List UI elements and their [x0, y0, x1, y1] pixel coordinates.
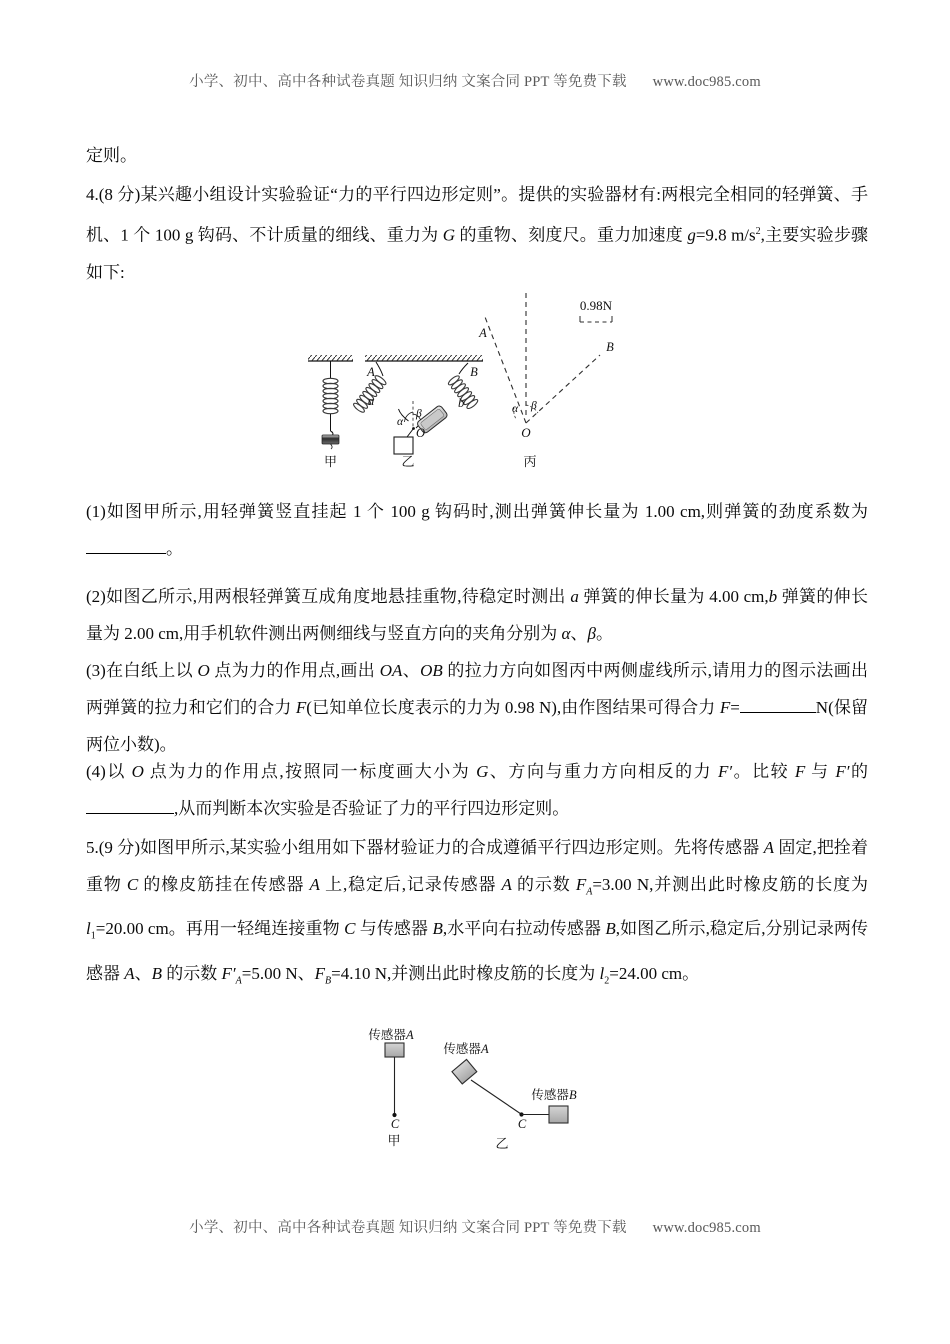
q5-symbol-C2: C	[344, 919, 356, 939]
q5-symbol-l: l	[86, 919, 91, 939]
q5-mid6: =20.00 cm。再用一轻绳连接重物	[95, 919, 345, 939]
q4-item4-symbol-O: O	[131, 762, 144, 781]
q5-mid14: =24.00 cm。	[609, 963, 700, 983]
q4-item4-symbol-G: G	[476, 762, 489, 781]
q5-paragraph	[86, 829, 868, 999]
q5-symbol-B3: B	[151, 963, 163, 983]
q5-symbol-B2: B	[605, 919, 616, 939]
q4-item4-mid2: 、方向与重力方向相反的力	[488, 762, 718, 781]
q4-item3-paragraph	[86, 652, 868, 763]
q4-item3-symbol-F: F	[295, 698, 307, 717]
question4-item-1	[86, 493, 868, 567]
q4-item3-pre: (3)在白纸上以	[86, 661, 198, 680]
q5-sub-B: B	[325, 975, 332, 987]
figure-bing-group	[478, 293, 614, 469]
question4-item-4	[86, 753, 868, 827]
q5-symbol-A1: A	[763, 838, 775, 857]
question4-stem-paragraph	[86, 176, 868, 291]
q4-item2-symbol-b: b	[768, 587, 778, 606]
figure-two-sensor-a-right-box	[452, 1059, 477, 1083]
figure-jia-caption: 甲	[323, 454, 338, 469]
figure-yi-label-beta: β	[416, 408, 422, 420]
q5-symbol-FB: F	[314, 963, 326, 983]
q5-sub-1: 1	[90, 930, 96, 942]
q4-item1-paragraph	[86, 493, 868, 567]
figure-one-svg	[280, 285, 680, 475]
q5-mid7: 与传感器	[355, 919, 433, 939]
q4-item3-mid2: 、	[402, 661, 421, 680]
q4-item4-symbol-Fprime: F′	[717, 762, 733, 781]
figure-two-sensor-b-box	[549, 1106, 568, 1123]
figure-two-jia-caption: 甲	[387, 1133, 401, 1148]
q5-sub-A: A	[586, 886, 593, 898]
figure-two-sensor-b-label: 传感器B	[531, 1088, 577, 1102]
footer-watermark-site: www.doc985.com	[652, 1220, 761, 1236]
q4-item4-pre: (4)以	[86, 762, 132, 781]
figure-yi-label-a: a	[368, 394, 375, 408]
q4-item3-symbol-O: O	[197, 661, 210, 680]
q5-mid5: =3.00 N,并测出此时橡皮筋的长度为	[592, 875, 869, 894]
figure-two-jia-group	[368, 1027, 414, 1148]
carryover-line	[86, 137, 868, 174]
figure-two-yi-caption: 乙	[495, 1136, 509, 1151]
q4-item2-mid3: 、	[570, 624, 588, 643]
q4-item4-mid5: 的	[849, 762, 869, 781]
q5-mid3: 上,稳定后,记录传感器	[319, 875, 502, 894]
figure-yi-label-A: A	[367, 365, 375, 379]
q5-symbol-FprimeA: F′	[221, 963, 236, 983]
q4-item2-pre: (2)如图乙所示,用两根轻弹簧互成角度地悬挂重物,待稳定时测出	[86, 587, 571, 606]
question4-item-3	[86, 652, 868, 763]
q5-mid8: ,水平向右拉动传感器	[442, 919, 606, 939]
figure-yi-group	[352, 355, 483, 469]
q4-item2-symbol-alpha: α	[561, 624, 571, 643]
figure-one-parallelogram-setup	[280, 285, 680, 475]
q4-item3-mid4: (已知单位长度表示的力为 0.98 N),由作图结果可得合力	[306, 698, 720, 717]
q4-item3-tail: N(保留两位小数)。	[86, 698, 868, 754]
q4-item1-answer-blank[interactable]	[86, 553, 166, 554]
figure-yi-label-alpha: α	[397, 416, 404, 428]
question4-item-2	[86, 578, 868, 652]
q4-stem-part3: =9.8 m/s	[695, 225, 756, 245]
q4-symbol-G: G	[442, 225, 456, 245]
figure-two-sensor-a-left-box	[385, 1043, 404, 1057]
footer-watermark-text: 小学、初中、高中各种试卷真题 知识归纳 文案合同 PPT 等免费下载	[189, 1220, 627, 1236]
q4-item1-tail: 。	[166, 539, 183, 558]
q5-symbol-B1: B	[432, 919, 443, 939]
q4-superscript-2: 2	[755, 226, 761, 237]
figure-bing-caption: 丙	[523, 454, 537, 469]
q5-sub-A2: A	[235, 975, 242, 987]
figure-bing-label-B: B	[606, 340, 614, 354]
figure-jia-group	[308, 355, 353, 469]
figure-yi-label-O: O	[416, 426, 426, 440]
q5-sub-2: 2	[604, 975, 610, 987]
q4-item3-symbol-F2: F	[719, 698, 731, 717]
q4-item3-symbol-OB: OB	[420, 661, 443, 680]
question5-stem	[86, 829, 868, 999]
q4-stem-part2: 的重物、刻度尺。重力加速度	[455, 225, 688, 245]
q4-stem-part1: 4.(8 分)某兴趣小组设计实验验证“力的平行四边形定则”。提供的实验器材有:两根完全相同的轻弹簧、手机、1 个 100 g 钩码、不计质量的细线、重力为	[86, 185, 868, 245]
q4-item4-symbol-Fprime2: F′	[835, 762, 850, 781]
question4-stem	[86, 176, 868, 291]
watermark-text: 小学、初中、高中各种试卷真题 知识归纳 文案合同 PPT 等免费下载	[189, 74, 627, 90]
figure-two-yi-group	[443, 1041, 577, 1151]
q5-symbol-A3: A	[501, 875, 512, 894]
q4-item2-mid2: 弹簧的伸长量为 2.00 cm,用手机软件测出两侧细线与竖直方向的夹角分别为	[86, 587, 869, 643]
q4-item4-answer-blank[interactable]	[86, 813, 174, 814]
q5-mid2: 的橡皮筋挂在传感器	[138, 875, 310, 894]
header-watermark	[0, 70, 950, 91]
figure-bing-label-O: O	[521, 425, 531, 440]
q4-stem-part4: ,主要实验步骤如下:	[86, 225, 869, 282]
figure-bing-scale-label: 0.98N	[579, 298, 613, 313]
figure-two-sensor-a-right-label: 传感器A	[443, 1042, 489, 1056]
q4-item3-mid5: =	[730, 698, 740, 717]
q4-item2-symbol-beta: β	[587, 624, 596, 643]
q5-pre: 5.(9 分)如图甲所示,某实验小组用如下器材验证力的合成遵循平行四边形定则。先将传感器	[86, 838, 764, 857]
q5-symbol-A4: A	[124, 963, 135, 983]
q4-item3-mid1: 点为力的作用点,画出	[209, 661, 380, 680]
q5-mid11: 的示数	[162, 963, 222, 983]
q4-item1-text: (1)如图甲所示,用轻弹簧竖直挂起 1 个 100 g 钩码时,测出弹簧伸长量为 1.00 cm,则弹簧的劲度系数为	[86, 502, 868, 521]
q4-item2-tail: 。	[595, 624, 613, 643]
figure-two-svg	[330, 1015, 630, 1175]
watermark-site: www.doc985.com	[652, 74, 761, 90]
figure-bing-label-A: A	[479, 326, 487, 340]
figure-two-point-c-right: C	[517, 1117, 527, 1131]
carryover-text: 定则。	[86, 146, 137, 165]
q5-mid1: 固定,把拴着重物	[86, 838, 868, 894]
q5-mid13: =4.10 N,并测出此时橡皮筋的长度为	[331, 963, 600, 983]
q4-item3-symbol-OA: OA	[379, 661, 403, 680]
q4-item2-paragraph	[86, 578, 868, 652]
q4-item4-mid3: 。比较	[732, 762, 795, 781]
q4-symbol-g: g	[687, 225, 696, 245]
figure-yi-caption: 乙	[401, 454, 415, 469]
q5-mid4: 的示数	[511, 875, 576, 894]
q5-symbol-A2: A	[309, 875, 320, 894]
q5-mid12: =5.00 N、	[241, 963, 315, 983]
q4-item4-mid1: 点为力的作用点,按照同一标度画大小为	[143, 762, 477, 781]
q5-symbol-l2: l	[599, 963, 605, 983]
figure-yi-label-b: b	[458, 396, 465, 410]
figure-two-sensor-a-left-label: 传感器A	[368, 1028, 414, 1042]
figure-bing-label-beta: β	[531, 400, 537, 412]
q4-item2-mid1: 弹簧的伸长量为 4.00 cm,	[578, 587, 769, 606]
q4-item4-paragraph	[86, 753, 868, 827]
figure-two-point-c-left: C	[390, 1117, 400, 1131]
figure-yi-label-B: B	[470, 365, 478, 379]
q5-mid9: ,如图乙所示,稳定后,分别记录两传感器	[86, 919, 869, 983]
q4-item3-mid3: 的拉力方向如图丙中两侧虚线所示,请用力的图示法画出两弹簧的拉力和它们的合力	[86, 661, 869, 717]
q4-item4-mid4: 与	[805, 762, 836, 781]
figure-two-sensor-setup	[330, 1015, 630, 1175]
q4-item4-symbol-F: F	[794, 762, 806, 781]
figure-bing-scale-bracket	[580, 316, 612, 322]
q5-symbol-C1: C	[126, 875, 139, 894]
footer-watermark	[0, 1216, 950, 1237]
q5-mid10: 、	[134, 963, 152, 983]
q5-symbol-F: F	[575, 875, 587, 894]
q4-item4-tail: ,从而判断本次实验是否验证了力的平行四边形定则。	[174, 799, 570, 818]
q4-item3-answer-blank[interactable]	[740, 712, 816, 713]
figure-bing-label-alpha: α	[512, 403, 519, 415]
q4-item2-symbol-a: a	[570, 587, 579, 606]
